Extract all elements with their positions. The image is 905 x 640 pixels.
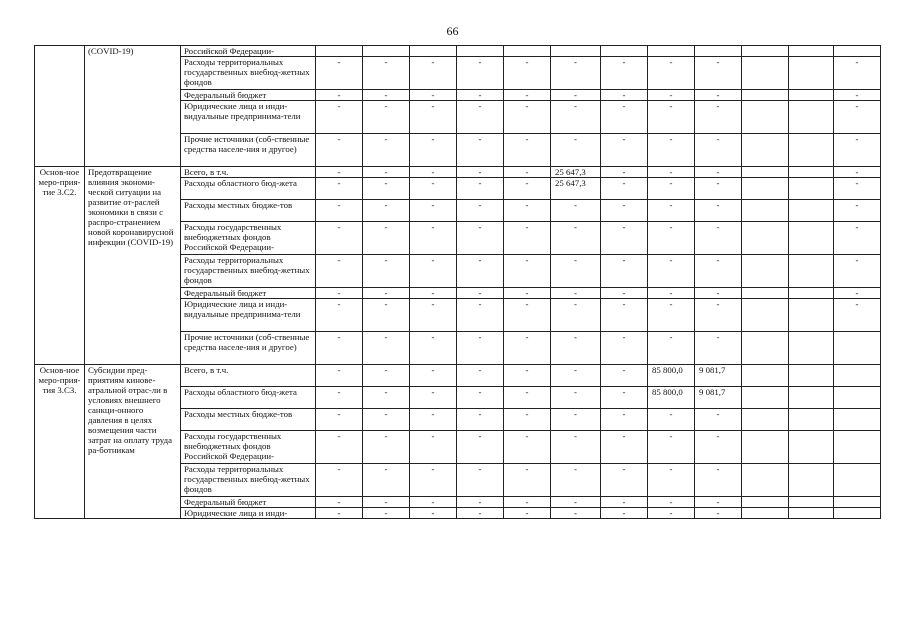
value-cell: - [316,255,363,288]
value-cell: - [695,200,742,222]
value-cell: - [601,409,648,431]
value-cell: - [504,464,551,497]
value-cell: - [363,255,410,288]
event-cell: Основ-ное меро-прия-тия 3.С3. [35,365,85,519]
value-cell: - [316,387,363,409]
value-cell: - [410,57,457,90]
value-cell [834,46,881,57]
value-cell: - [410,497,457,508]
value-cell: - [457,288,504,299]
value-cell [834,387,881,409]
value-cell [789,46,834,57]
value-cell: - [410,299,457,332]
value-cell: - [504,255,551,288]
value-cell: - [410,288,457,299]
value-cell [789,178,834,200]
value-cell: - [695,255,742,288]
value-cell: - [457,409,504,431]
value-cell: - [457,57,504,90]
value-cell: - [648,497,695,508]
value-cell: - [410,409,457,431]
value-cell: - [363,332,410,365]
value-cell: - [551,299,601,332]
value-cell: - [648,200,695,222]
value-cell: - [648,299,695,332]
value-cell: - [504,299,551,332]
value-cell [742,299,789,332]
value-cell: - [695,508,742,519]
value-cell: - [316,299,363,332]
value-cell: - [601,508,648,519]
value-cell [789,167,834,178]
value-cell: - [834,57,881,90]
value-cell [789,409,834,431]
value-cell: - [410,464,457,497]
value-cell [789,57,834,90]
funding-source-cell: Федеральный бюджет [181,90,316,101]
value-cell: - [551,332,601,365]
value-cell: - [504,497,551,508]
value-cell: - [457,90,504,101]
value-cell: - [601,167,648,178]
value-cell [742,90,789,101]
value-cell [742,167,789,178]
event-description-cell: Субсидии пред-приятиям кинове-атральной отрас-ли в условиях внешнего санкци-онного давления в целях возмещения части затрат на оплату труда ра-ботникам [85,365,181,519]
value-cell: - [504,167,551,178]
value-cell: - [457,134,504,167]
value-cell [834,332,881,365]
event-description-cell: Предотвращение влияния экономи-ческой ситуации на развитие от-раслей экономики в связи с распро-странением новой коронавирусной инфекции (COVID-19) [85,167,181,365]
budget-table [34,45,881,519]
value-cell: 9 081,7 [695,387,742,409]
value-cell: - [504,409,551,431]
value-cell [789,101,834,134]
value-cell [695,46,742,57]
value-cell: - [316,431,363,464]
value-cell: - [601,299,648,332]
value-cell: - [601,101,648,134]
value-cell: - [457,222,504,255]
value-cell [601,46,648,57]
value-cell: - [457,101,504,134]
value-cell: - [504,101,551,134]
page-number: 66 [446,24,459,38]
event-cell [35,46,85,167]
value-cell: - [504,134,551,167]
value-cell: - [695,101,742,134]
value-cell: - [601,222,648,255]
value-cell: - [316,178,363,200]
value-cell: - [410,332,457,365]
value-cell [648,46,695,57]
value-cell: - [363,288,410,299]
value-cell [551,46,601,57]
value-cell [742,222,789,255]
value-cell [742,464,789,497]
value-cell [789,464,834,497]
value-cell [742,365,789,387]
value-cell: - [695,431,742,464]
value-cell: - [410,101,457,134]
value-cell: - [648,508,695,519]
funding-source-cell: Расходы территориальных государственных внебюд-жетных фондов [181,57,316,90]
value-cell: 25 647,3 [551,178,601,200]
value-cell: - [316,200,363,222]
value-cell: - [695,167,742,178]
value-cell: - [363,90,410,101]
value-cell: - [410,134,457,167]
value-cell: - [648,431,695,464]
value-cell: - [504,90,551,101]
value-cell: - [601,387,648,409]
value-cell: - [410,167,457,178]
value-cell [742,101,789,134]
value-cell: - [601,464,648,497]
value-cell: - [601,288,648,299]
value-cell: - [834,134,881,167]
value-cell: - [457,464,504,497]
value-cell: - [363,200,410,222]
value-cell: - [457,365,504,387]
value-cell [789,134,834,167]
value-cell: - [648,288,695,299]
value-cell: - [410,365,457,387]
value-cell: - [601,332,648,365]
value-cell: - [551,288,601,299]
value-cell: 85 800,0 [648,387,695,409]
value-cell [504,46,551,57]
value-cell: - [316,497,363,508]
value-cell: 25 647,3 [551,167,601,178]
value-cell: - [363,178,410,200]
value-cell: - [695,90,742,101]
value-cell: - [551,90,601,101]
funding-source-cell: Российской Федерации- [181,46,316,57]
value-cell [789,90,834,101]
funding-source-cell: Расходы местных бюдже-тов [181,409,316,431]
value-cell: - [457,167,504,178]
table-row [35,365,881,387]
value-cell: - [834,178,881,200]
value-cell: - [504,200,551,222]
value-cell: - [648,57,695,90]
value-cell: - [601,178,648,200]
value-cell [742,178,789,200]
value-cell: - [648,178,695,200]
value-cell: - [648,255,695,288]
funding-source-cell: Прочие источники (соб-ственные средства населе-ния и другое) [181,134,316,167]
value-cell: - [410,387,457,409]
value-cell: - [316,508,363,519]
value-cell: - [457,332,504,365]
table-row [35,46,881,57]
value-cell: - [695,178,742,200]
value-cell: - [457,387,504,409]
value-cell [789,299,834,332]
value-cell: - [363,497,410,508]
value-cell: - [410,200,457,222]
value-cell: - [551,57,601,90]
value-cell: - [648,101,695,134]
funding-source-cell: Федеральный бюджет [181,497,316,508]
value-cell: - [457,255,504,288]
value-cell [834,508,881,519]
value-cell: - [551,101,601,134]
value-cell: - [834,299,881,332]
value-cell: - [457,431,504,464]
value-cell: - [316,288,363,299]
value-cell: - [695,222,742,255]
value-cell: - [504,222,551,255]
value-cell: - [363,431,410,464]
value-cell [410,46,457,57]
value-cell: - [648,409,695,431]
value-cell [316,46,363,57]
value-cell: - [834,90,881,101]
value-cell: - [316,365,363,387]
value-cell: - [834,200,881,222]
value-cell: - [316,409,363,431]
value-cell [742,508,789,519]
value-cell: - [316,101,363,134]
value-cell: - [363,365,410,387]
value-cell [789,508,834,519]
value-cell: - [551,431,601,464]
value-cell: - [316,57,363,90]
value-cell: - [363,101,410,134]
value-cell: - [601,365,648,387]
value-cell: - [551,464,601,497]
funding-source-cell: Расходы местных бюдже-тов [181,200,316,222]
value-cell: - [410,431,457,464]
value-cell [789,431,834,464]
value-cell [742,409,789,431]
value-cell: - [648,464,695,497]
funding-source-cell: Расходы областного бюд-жета [181,178,316,200]
value-cell: - [504,57,551,90]
value-cell: - [363,464,410,497]
value-cell: - [551,134,601,167]
value-cell [457,46,504,57]
table-body [35,46,881,519]
value-cell [789,288,834,299]
value-cell: - [551,222,601,255]
value-cell: - [410,222,457,255]
value-cell [789,332,834,365]
value-cell: - [601,255,648,288]
value-cell: - [504,288,551,299]
value-cell: - [316,222,363,255]
value-cell [834,464,881,497]
value-cell: - [551,387,601,409]
value-cell: - [551,409,601,431]
value-cell: - [695,409,742,431]
value-cell: - [834,167,881,178]
funding-source-cell: Юридические лица и инди-видуальные предпринима-тели [181,299,316,332]
value-cell: - [410,255,457,288]
value-cell: - [504,387,551,409]
value-cell: - [457,497,504,508]
value-cell [789,387,834,409]
funding-source-cell: Прочие источники (соб-ственные средства населе-ния и другое) [181,332,316,365]
value-cell [363,46,410,57]
value-cell: - [648,222,695,255]
value-cell: - [601,497,648,508]
value-cell: 85 800,0 [648,365,695,387]
value-cell [789,365,834,387]
value-cell: - [316,464,363,497]
funding-source-cell: Расходы территориальных государственных внебюд-жетных фондов [181,255,316,288]
value-cell: - [648,90,695,101]
value-cell: - [363,134,410,167]
value-cell: - [363,222,410,255]
event-description-cell: (COVID-19) [85,46,181,167]
value-cell [742,200,789,222]
value-cell [742,134,789,167]
value-cell [789,222,834,255]
funding-source-cell: Всего, в т.ч. [181,167,316,178]
value-cell: - [363,57,410,90]
value-cell: - [410,90,457,101]
value-cell [834,365,881,387]
value-cell [789,200,834,222]
value-cell: 9 081,7 [695,365,742,387]
value-cell: - [834,222,881,255]
funding-source-cell: Расходы территориальных государственных внебюд-жетных фондов [181,464,316,497]
value-cell: - [363,387,410,409]
value-cell: - [316,90,363,101]
value-cell: - [504,332,551,365]
value-cell: - [648,167,695,178]
value-cell [834,497,881,508]
value-cell: - [551,365,601,387]
value-cell [742,387,789,409]
value-cell: - [834,255,881,288]
value-cell [742,288,789,299]
funding-source-cell: Расходы областного бюд-жета [181,387,316,409]
value-cell: - [601,431,648,464]
value-cell: - [834,288,881,299]
value-cell: - [695,299,742,332]
value-cell: - [695,134,742,167]
value-cell: - [363,409,410,431]
value-cell [742,497,789,508]
value-cell: - [601,134,648,167]
value-cell: - [601,90,648,101]
funding-source-cell: Расходы государственных внебюджетных фондов Российской Федерации- [181,222,316,255]
funding-source-cell: Всего, в т.ч. [181,365,316,387]
value-cell [789,497,834,508]
value-cell: - [363,508,410,519]
value-cell: - [457,178,504,200]
value-cell: - [363,299,410,332]
event-cell: Основ-ное меро-прия-тие 3.С2. [35,167,85,365]
value-cell: - [695,288,742,299]
value-cell: - [551,200,601,222]
value-cell: - [695,57,742,90]
funding-source-cell: Юридические лица и инди-видуальные предпринима-тели [181,101,316,134]
value-cell: - [551,255,601,288]
funding-source-cell: Расходы государственных внебюджетных фондов Российской Федерации- [181,431,316,464]
value-cell: - [601,57,648,90]
value-cell: - [410,508,457,519]
value-cell [789,255,834,288]
value-cell [834,431,881,464]
value-cell [742,46,789,57]
value-cell: - [551,508,601,519]
value-cell [742,57,789,90]
value-cell: - [410,178,457,200]
value-cell: - [648,332,695,365]
value-cell: - [504,178,551,200]
value-cell [742,255,789,288]
value-cell: - [834,101,881,134]
value-cell: - [601,200,648,222]
value-cell: - [363,167,410,178]
value-cell: - [695,332,742,365]
funding-source-cell: Федеральный бюджет [181,288,316,299]
value-cell: - [504,365,551,387]
value-cell: - [695,464,742,497]
value-cell: - [316,167,363,178]
value-cell: - [648,134,695,167]
value-cell: - [316,134,363,167]
funding-source-cell: Юридические лица и инди- [181,508,316,519]
value-cell: - [504,508,551,519]
value-cell: - [457,508,504,519]
value-cell: - [457,200,504,222]
value-cell: - [695,497,742,508]
value-cell [742,431,789,464]
value-cell: - [316,332,363,365]
value-cell: - [457,299,504,332]
table-row [35,167,881,178]
value-cell: - [504,431,551,464]
value-cell: - [551,497,601,508]
value-cell [742,332,789,365]
value-cell [834,409,881,431]
